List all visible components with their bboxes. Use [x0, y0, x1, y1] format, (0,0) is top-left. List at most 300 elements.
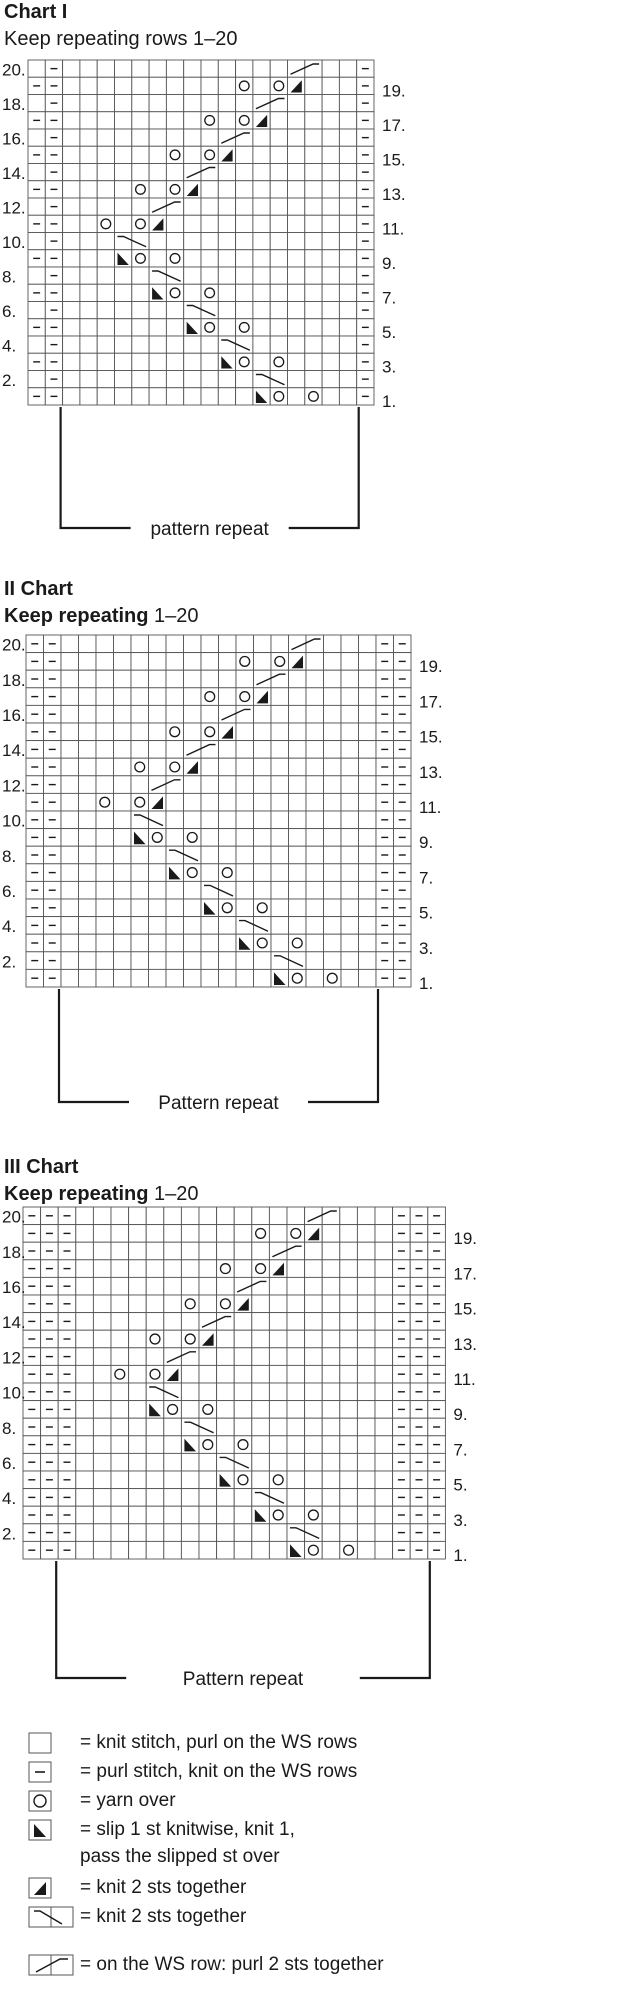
grid-cell	[234, 1506, 252, 1524]
grid-cell	[234, 1383, 252, 1401]
grid-cell	[93, 1260, 111, 1278]
grid-cell	[93, 1436, 111, 1454]
grid-cell	[166, 635, 184, 653]
grid-cell	[28, 267, 45, 284]
grid-cell	[201, 917, 219, 935]
grid-cell	[80, 250, 97, 267]
grid-cell	[219, 969, 237, 987]
grid-cell	[164, 1524, 182, 1542]
grid-cell	[289, 688, 307, 706]
grid-cell	[271, 653, 289, 671]
grid-cell	[166, 881, 184, 899]
grid-cell	[97, 319, 114, 336]
legend-item-slip-knit-pass	[28, 1817, 618, 1873]
grid-cell	[149, 388, 166, 405]
grid-cell	[61, 899, 79, 917]
grid-cell	[111, 1365, 129, 1383]
chart-3-grid	[0, 1155, 620, 1735]
grid-cell	[306, 723, 324, 741]
grid-cell	[252, 1260, 270, 1278]
grid-cell	[131, 846, 149, 864]
grid-cell	[93, 1541, 111, 1559]
pattern-repeat-label: pattern repeat	[150, 519, 269, 540]
grid-cell	[61, 934, 79, 952]
grid-cell	[322, 112, 339, 129]
grid-cell	[96, 811, 114, 829]
grid-cell	[340, 1365, 358, 1383]
grid-cell	[96, 881, 114, 899]
grid-cell	[114, 969, 132, 987]
grid-cell	[115, 371, 132, 388]
grid-cell	[305, 233, 322, 250]
grid-cell	[306, 881, 324, 899]
grid-cell	[306, 934, 324, 952]
grid-cell	[217, 1242, 235, 1260]
grid-cell	[306, 829, 324, 847]
grid-cell	[271, 705, 289, 723]
grid-cell	[166, 705, 184, 723]
grid-cell	[93, 1365, 111, 1383]
grid-cell	[324, 741, 342, 759]
grid-cell	[357, 1471, 375, 1489]
grid-cell	[181, 1365, 199, 1383]
grid-cell	[217, 1313, 235, 1331]
grid-cell	[129, 1524, 147, 1542]
grid-cell	[270, 353, 287, 370]
grid-cell	[79, 829, 97, 847]
grid-cell	[63, 146, 80, 163]
grid-cell	[149, 653, 167, 671]
grid-cell	[129, 1242, 147, 1260]
grid-cell	[322, 1418, 340, 1436]
grid-cell	[146, 1471, 164, 1489]
grid-cell	[61, 758, 79, 776]
grid-cell	[166, 319, 183, 336]
grid-cell	[79, 705, 97, 723]
grid-cell	[252, 1383, 270, 1401]
grid-cell	[97, 250, 114, 267]
grid-cell	[269, 1401, 287, 1419]
grid-cell	[324, 688, 342, 706]
grid-cell	[324, 952, 342, 970]
grid-cell	[340, 1260, 358, 1278]
grid-cell	[132, 336, 149, 353]
grid-cell	[146, 1418, 164, 1436]
grid-cell	[181, 1471, 199, 1489]
grid-cell	[184, 233, 201, 250]
grid-cell	[254, 723, 272, 741]
grid-cell	[63, 164, 80, 181]
grid-cell	[322, 146, 339, 163]
row-label-left: 14.	[2, 1313, 26, 1333]
grid-cell	[219, 741, 237, 759]
grid-cell	[129, 1260, 147, 1278]
grid-cell	[306, 688, 324, 706]
grid-cell	[199, 1383, 217, 1401]
row-label-right: 19.	[419, 657, 443, 677]
grid-cell	[217, 1260, 235, 1278]
grid-cell	[341, 846, 359, 864]
grid-cell	[114, 670, 132, 688]
row-label-left: 2.	[2, 952, 17, 972]
repeat-bracket-right	[308, 989, 378, 1102]
grid-cell	[357, 1489, 375, 1507]
row-label-right: 15.	[419, 727, 443, 747]
grid-cell	[252, 1453, 270, 1471]
grid-cell	[217, 1418, 235, 1436]
grid-cell	[234, 1401, 252, 1419]
grid-cell	[79, 917, 97, 935]
grid-cell	[184, 112, 201, 129]
grid-cell	[184, 952, 202, 970]
grid-cell	[79, 952, 97, 970]
grid-cell	[166, 934, 184, 952]
grid-cell	[80, 267, 97, 284]
row-label-right: 11.	[419, 798, 442, 817]
grid-cell	[114, 653, 132, 671]
grid-cell	[181, 1506, 199, 1524]
grid-cell	[289, 899, 307, 917]
grid-cell	[289, 811, 307, 829]
grid-cell	[166, 776, 184, 794]
grid-cell	[357, 1524, 375, 1542]
grid-cell	[28, 302, 45, 319]
grid-cell	[305, 1383, 323, 1401]
grid-cell	[288, 371, 305, 388]
grid-cell	[289, 846, 307, 864]
grid-cell	[252, 1348, 270, 1366]
grid-cell	[217, 1295, 235, 1313]
grid-cell	[115, 95, 132, 112]
grid-cell	[375, 1225, 393, 1243]
grid-cell	[184, 77, 201, 94]
grid-cell	[61, 811, 79, 829]
grid-cell	[322, 1471, 340, 1489]
grid-cell	[288, 284, 305, 301]
grid-cell	[76, 1489, 94, 1507]
grid-cell	[149, 829, 167, 847]
grid-cell	[115, 198, 132, 215]
grid-cell	[97, 267, 114, 284]
grid-cell	[166, 77, 183, 94]
grid-cell	[79, 969, 97, 987]
grid-cell	[218, 267, 235, 284]
grid-cell	[201, 112, 218, 129]
row-label-right: 13.	[382, 185, 406, 204]
grid-cell	[164, 1418, 182, 1436]
chart-1	[0, 0, 620, 570]
grid-cell	[199, 1489, 217, 1507]
grid-cell	[131, 688, 149, 706]
grid-cell	[305, 1365, 323, 1383]
grid-cell	[305, 388, 322, 405]
grid-cell	[93, 1348, 111, 1366]
grid-cell	[96, 864, 114, 882]
grid-cell	[252, 1541, 270, 1559]
row-label-right: 7.	[453, 1440, 468, 1460]
grid-cell	[146, 1295, 164, 1313]
row-label-right: 3.	[419, 938, 434, 958]
row-label-right: 1.	[419, 974, 434, 993]
grid-cell	[115, 267, 132, 284]
grid-cell	[199, 1207, 217, 1225]
grid-cell	[218, 302, 235, 319]
grid-cell	[149, 353, 166, 370]
grid-cell	[322, 1295, 340, 1313]
row-label-right: 5.	[453, 1475, 468, 1495]
grid-cell	[28, 371, 45, 388]
grid-cell	[96, 934, 114, 952]
grid-cell	[270, 129, 287, 146]
row-label-right: 9.	[382, 254, 397, 273]
grid-cell	[253, 336, 270, 353]
repeat-bracket-right	[289, 407, 359, 528]
grid-cell	[340, 1277, 358, 1295]
grid-cell	[149, 129, 166, 146]
grid-cell	[166, 146, 183, 163]
grid-cell	[96, 899, 114, 917]
grid-cell	[322, 353, 339, 370]
grid-cell	[341, 705, 359, 723]
grid-cell	[149, 881, 167, 899]
grid-cell	[322, 267, 339, 284]
row-label-left: 8.	[2, 267, 17, 287]
grid-cell	[181, 1401, 199, 1419]
grid-cell	[359, 811, 377, 829]
grid-cell	[287, 1225, 305, 1243]
grid-cell	[288, 267, 305, 284]
grid-cell	[184, 336, 201, 353]
grid-cell	[219, 653, 237, 671]
grid-cell	[271, 635, 289, 653]
grid-cell	[164, 1207, 182, 1225]
grid-cell	[339, 250, 356, 267]
grid-cell	[131, 811, 149, 829]
grid-cell	[236, 112, 253, 129]
row-label-left: 10.	[2, 1383, 26, 1403]
grid-cell	[76, 1401, 94, 1419]
grid-cell	[96, 653, 114, 671]
grid-cell	[339, 181, 356, 198]
grid-cell	[287, 1348, 305, 1366]
grid-cell	[322, 1524, 340, 1542]
row-label-right: 17.	[453, 1264, 478, 1284]
grid-cell	[63, 353, 80, 370]
grid-cell	[322, 1453, 340, 1471]
grid-cell	[253, 181, 270, 198]
grid-cell	[201, 198, 218, 215]
grid-cell	[324, 864, 342, 882]
grid-cell	[199, 1471, 217, 1489]
grid-cell	[254, 934, 272, 952]
grid-cell	[288, 164, 305, 181]
grid-cell	[287, 1436, 305, 1454]
grid-cell	[236, 267, 253, 284]
grid-cell	[357, 1330, 375, 1348]
grid-cell	[111, 1383, 129, 1401]
grid-cell	[341, 934, 359, 952]
grid-cell	[288, 215, 305, 232]
grid-cell	[236, 793, 254, 811]
grid-cell	[61, 793, 79, 811]
grid-cell	[111, 1524, 129, 1542]
row-label-left: 6.	[2, 1454, 17, 1473]
grid-cell	[339, 388, 356, 405]
grid-cell	[287, 1277, 305, 1295]
grid-cell	[339, 302, 356, 319]
repeat-bracket-left	[61, 407, 131, 528]
grid-cell	[359, 776, 377, 794]
grid-cell	[322, 1383, 340, 1401]
grid-cell	[375, 1453, 393, 1471]
grid-cell	[146, 1436, 164, 1454]
grid-cell	[131, 899, 149, 917]
grid-cell	[324, 705, 342, 723]
grid-cell	[146, 1524, 164, 1542]
grid-cell	[269, 1524, 287, 1542]
grid-cell	[129, 1207, 147, 1225]
grid-cell	[234, 1330, 252, 1348]
row-label-left: 4.	[2, 1489, 17, 1509]
grid-cell	[184, 969, 202, 987]
grid-cell	[341, 688, 359, 706]
grid-cell	[164, 1225, 182, 1243]
grid-cell	[115, 388, 132, 405]
grid-cell	[28, 129, 45, 146]
grid-cell	[341, 793, 359, 811]
grid-cell	[63, 336, 80, 353]
grid-cell	[322, 95, 339, 112]
row-label-left: 16.	[2, 129, 26, 149]
grid-cell	[340, 1330, 358, 1348]
grid-cell	[287, 1242, 305, 1260]
grid-cell	[96, 776, 114, 794]
grid-cell	[339, 60, 356, 77]
grid-cell	[111, 1436, 129, 1454]
chart-2	[0, 577, 620, 1153]
grid-cell	[129, 1313, 147, 1331]
grid-cell	[96, 758, 114, 776]
purl-stitch-icon	[28, 1761, 54, 1785]
grid-cell	[201, 77, 218, 94]
grid-cell	[219, 670, 237, 688]
grid-cell	[322, 1436, 340, 1454]
grid-cell	[322, 1348, 340, 1366]
row-label-left: 14.	[2, 163, 26, 183]
grid-cell	[149, 146, 166, 163]
grid-cell	[306, 705, 324, 723]
grid-cell	[166, 181, 183, 198]
grid-cell	[181, 1524, 199, 1542]
grid-cell	[96, 635, 114, 653]
chart-title: III Chart	[4, 1156, 79, 1178]
grid-cell	[80, 336, 97, 353]
grid-cell	[201, 129, 218, 146]
grid-cell	[270, 319, 287, 336]
grid-cell	[305, 1506, 323, 1524]
grid-cell	[359, 741, 377, 759]
grid-cell	[236, 776, 254, 794]
grid-cell	[28, 198, 45, 215]
grid-cell	[324, 776, 342, 794]
row-label-left: 14.	[2, 741, 26, 761]
grid-cell	[80, 388, 97, 405]
grid-cell	[129, 1453, 147, 1471]
grid-cell	[359, 864, 377, 882]
grid-cell	[115, 215, 132, 232]
grid-cell	[61, 653, 79, 671]
chart-subtitle-rest: 1–20	[148, 1183, 199, 1205]
grid-cell	[80, 353, 97, 370]
grid-cell	[219, 793, 237, 811]
grid-cell	[63, 371, 80, 388]
grid-cell	[339, 267, 356, 284]
grid-cell	[253, 319, 270, 336]
grid-cell	[184, 917, 202, 935]
grid-cell	[93, 1225, 111, 1243]
grid-cell	[131, 934, 149, 952]
grid-cell	[129, 1541, 147, 1559]
grid-cell	[357, 1541, 375, 1559]
grid-cell	[236, 811, 254, 829]
grid-cell	[219, 899, 237, 917]
grid-cell	[181, 1295, 199, 1313]
grid-cell	[218, 60, 235, 77]
grid-cell	[28, 95, 45, 112]
grid-cell	[199, 1242, 217, 1260]
chart-subtitle-rest: Keep repeating rows 1–20	[4, 28, 238, 50]
grid-cell	[181, 1348, 199, 1366]
grid-cell	[96, 793, 114, 811]
grid-cell	[166, 371, 183, 388]
grid-cell	[79, 776, 97, 794]
grid-cell	[115, 77, 132, 94]
grid-cell	[97, 353, 114, 370]
grid-cell	[306, 793, 324, 811]
grid-cell	[234, 1418, 252, 1436]
grid-cell	[359, 917, 377, 935]
grid-cell	[111, 1295, 129, 1313]
grid-cell	[201, 846, 219, 864]
grid-cell	[217, 1383, 235, 1401]
grid-cell	[322, 1489, 340, 1507]
grid-cell	[164, 1541, 182, 1559]
grid-cell	[306, 811, 324, 829]
grid-cell	[132, 250, 149, 267]
grid-cell	[97, 164, 114, 181]
grid-cell	[324, 881, 342, 899]
grid-cell	[132, 129, 149, 146]
grid-cell	[234, 1541, 252, 1559]
grid-cell	[217, 1207, 235, 1225]
grid-cell	[111, 1277, 129, 1295]
row-label-left: 6.	[2, 301, 17, 321]
grid-cell	[357, 1295, 375, 1313]
grid-cell	[76, 1436, 94, 1454]
grid-cell	[181, 1207, 199, 1225]
row-label-left: 6.	[2, 882, 17, 901]
grid-cell	[114, 635, 132, 653]
grid-cell	[305, 1277, 323, 1295]
grid-cell	[288, 353, 305, 370]
grid-cell	[79, 723, 97, 741]
grid-cell	[114, 829, 132, 847]
grid-cell	[218, 250, 235, 267]
chart-1-grid	[0, 0, 620, 570]
grid-cell	[146, 1260, 164, 1278]
pattern-repeat-label: Pattern repeat	[158, 1093, 279, 1114]
grid-cell	[166, 846, 184, 864]
